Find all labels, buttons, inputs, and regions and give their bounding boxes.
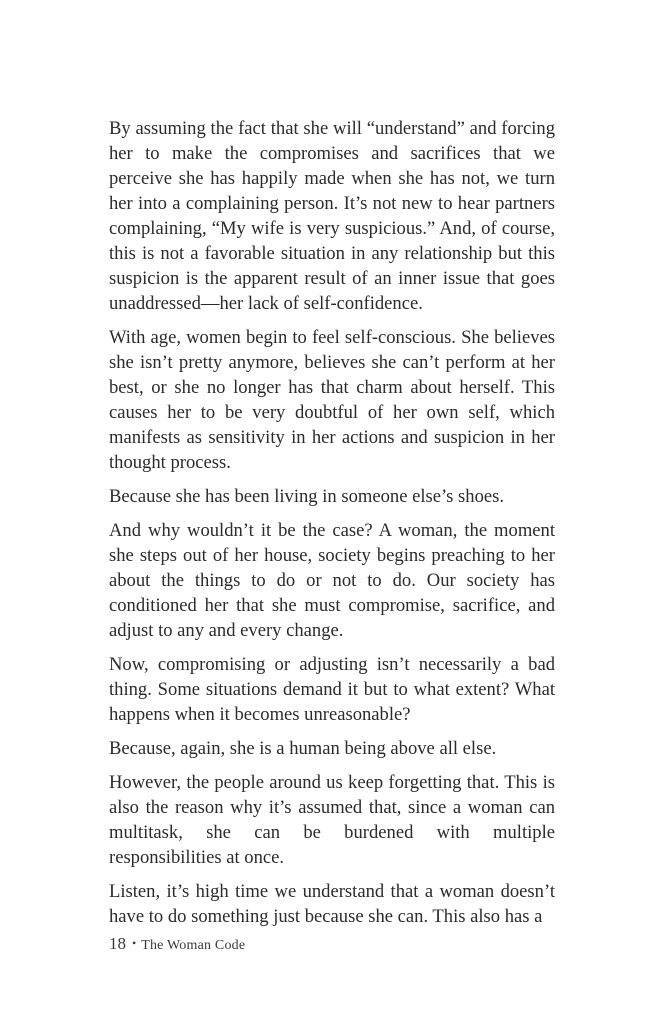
paragraph-6: Because, again, she is a human being above all else. bbox=[109, 738, 497, 759]
paragraph-7: However, the people around us keep forgetting that. This is also the reason why it’s assumed that, since a woman can multitask, she can be burdened with multiple responsibilities at once. bbox=[109, 772, 555, 868]
footer-separator: • bbox=[132, 936, 137, 950]
paragraph-3: Because she has been living in someone else’s shoes. bbox=[109, 486, 505, 507]
page-footer bbox=[109, 934, 245, 954]
paragraph-2: With age, women begin to feel self-conscious. She believes she isn’t pretty anymore, believes she can’t perform at her best, or she no longer has that charm about herself. This causes her to be very doubtful of her own self, which manifests as sensitivity in her actions and suspicion in her thought process. bbox=[109, 327, 555, 473]
page-number: 18 bbox=[109, 934, 126, 953]
paragraph-1: By assuming the fact that she will “understand” and forcing her to make the compromises and sacrifices that we perceive she has happily made when she has not, we turn her into a complaining person. It’s not new to hear partners complaining, “My wife is very suspicious.” And, of course, this is not a favorable situation in any relationship but this suspicion is the apparent result of an inner issue that goes unaddressed—her lack of self-confidence. bbox=[109, 118, 555, 314]
paragraph-4: And why wouldn’t it be the case? A woman, the moment she steps out of her house, society begins preaching to her about the things to do or not to do. Our society has conditioned her that she must compromise, sacrifice, and adjust to any and every change. bbox=[109, 520, 555, 641]
body-text bbox=[109, 116, 555, 938]
running-title: The Woman Code bbox=[141, 938, 246, 953]
paragraph-8: Listen, it’s high time we understand that a woman doesn’t have to do something just because she can. This also has a bbox=[109, 881, 555, 927]
paragraph-5: Now, compromising or adjusting isn’t necessarily a bad thing. Some situations demand it but to what extent? What happens when it becomes unreasonable? bbox=[109, 654, 555, 725]
